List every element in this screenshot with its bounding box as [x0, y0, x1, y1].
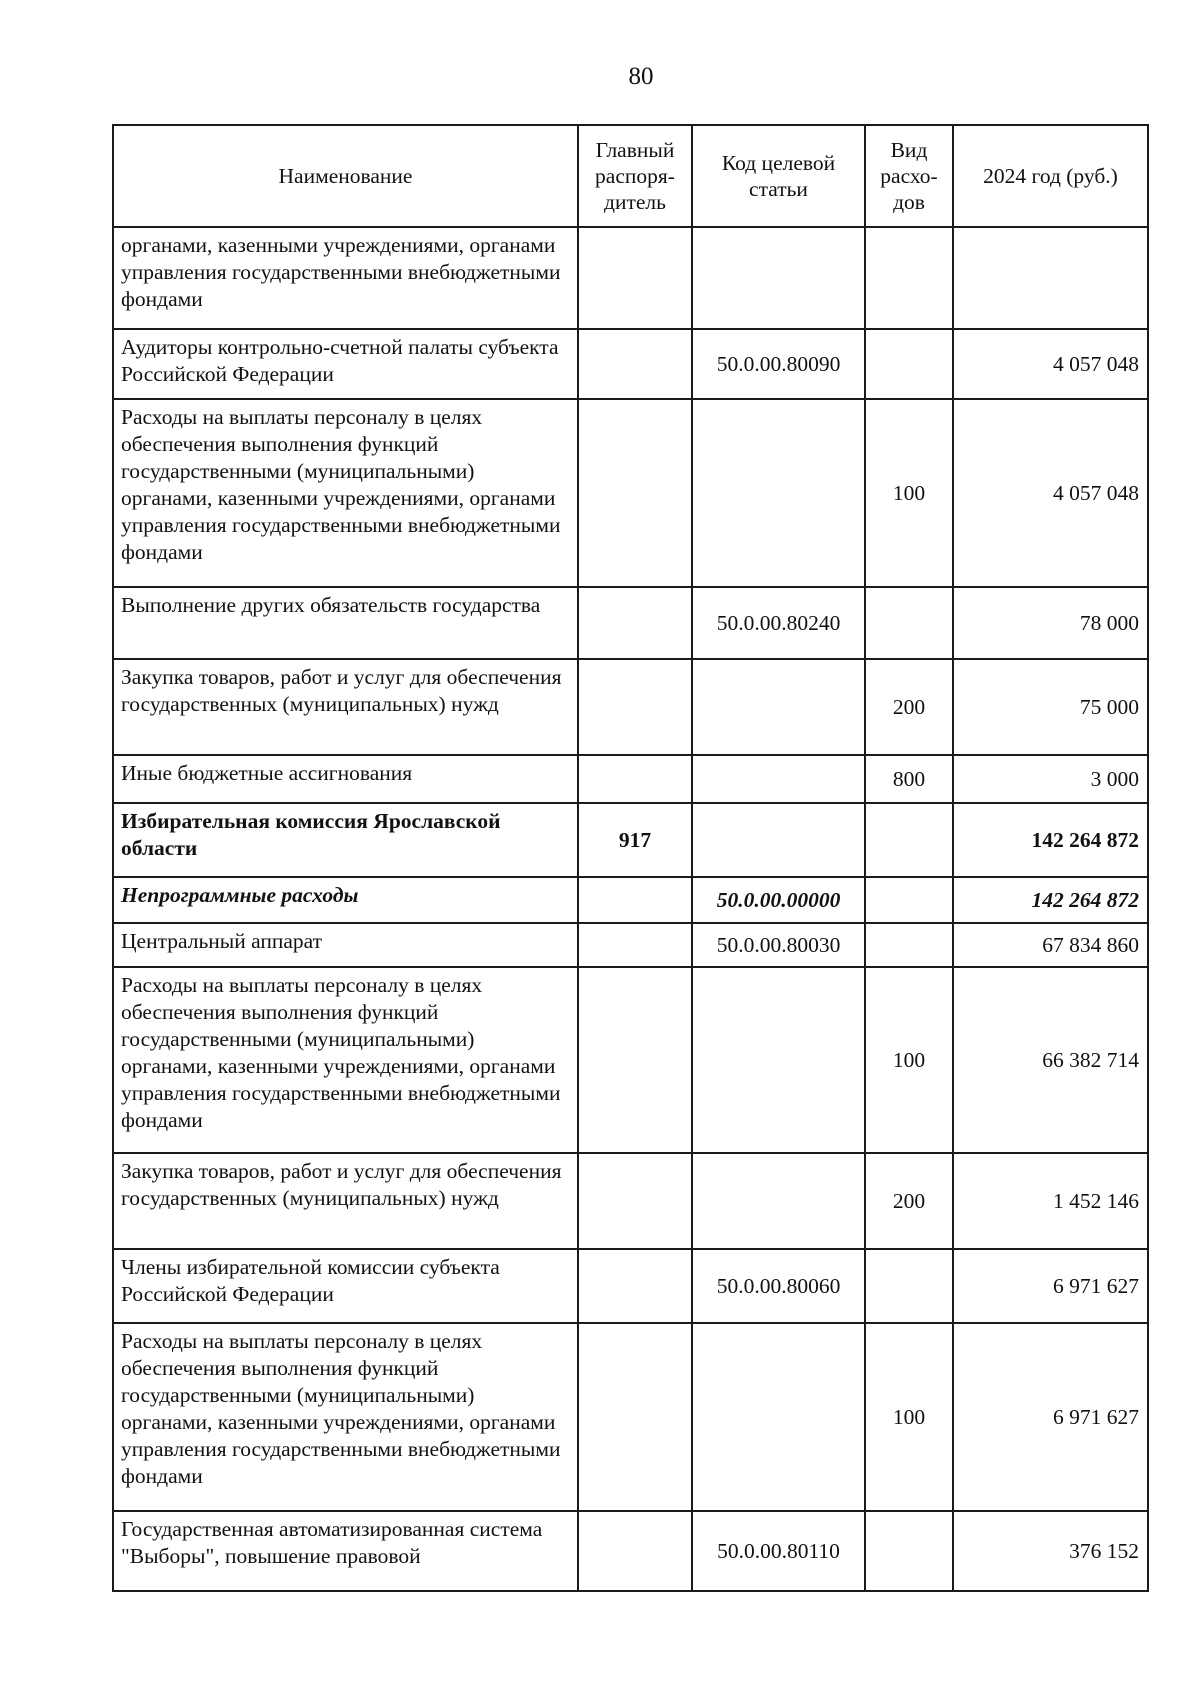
cell-amount: 75 000 — [953, 659, 1148, 755]
cell-code — [692, 755, 865, 803]
cell-name: Избирательная комиссия Ярославской области — [113, 803, 578, 877]
cell-admin — [578, 1249, 692, 1323]
cell-amount: 67 834 860 — [953, 923, 1148, 967]
cell-type — [865, 1511, 953, 1591]
cell-code — [692, 399, 865, 587]
cell-admin — [578, 659, 692, 755]
cell-code — [692, 967, 865, 1153]
cell-amount: 78 000 — [953, 587, 1148, 659]
cell-name: Иные бюджетные ассигнования — [113, 755, 578, 803]
cell-type: 100 — [865, 399, 953, 587]
cell-code — [692, 803, 865, 877]
cell-name: Центральный аппарат — [113, 923, 578, 967]
cell-amount: 6 971 627 — [953, 1323, 1148, 1511]
table-row — [113, 923, 1148, 967]
cell-admin — [578, 399, 692, 587]
cell-amount: 142 264 872 — [953, 877, 1148, 923]
cell-code: 50.0.00.80060 — [692, 1249, 865, 1323]
cell-type — [865, 1249, 953, 1323]
table-row — [113, 587, 1148, 659]
cell-name: Закупка товаров, работ и услуг для обеспечения государственных (муниципальных) нужд — [113, 659, 578, 755]
cell-name: Непрограммные расходы — [113, 877, 578, 923]
table-body — [113, 227, 1148, 1591]
cell-name: Закупка товаров, работ и услуг для обеспечения государственных (муниципальных) нужд — [113, 1153, 578, 1249]
table-row — [113, 1153, 1148, 1249]
cell-amount: 4 057 048 — [953, 399, 1148, 587]
cell-admin — [578, 923, 692, 967]
table-row — [113, 755, 1148, 803]
cell-amount — [953, 227, 1148, 329]
header-amount: 2024 год (руб.) — [953, 125, 1148, 227]
cell-type: 200 — [865, 659, 953, 755]
cell-admin — [578, 877, 692, 923]
cell-admin — [578, 755, 692, 803]
cell-code — [692, 227, 865, 329]
table-row — [113, 967, 1148, 1153]
table-row — [113, 227, 1148, 329]
cell-admin — [578, 329, 692, 399]
cell-type: 100 — [865, 967, 953, 1153]
cell-code: 50.0.00.80110 — [692, 1511, 865, 1591]
cell-admin — [578, 967, 692, 1153]
cell-code — [692, 1323, 865, 1511]
cell-type — [865, 877, 953, 923]
cell-name: Расходы на выплаты персоналу в целях обеспечения выполнения функций государственными (муниципальными) органами, казенными учреждениями, органами управления государственными внебюджетными фондами — [113, 1323, 578, 1511]
cell-name: Члены избирательной комиссии субъекта Российской Федерации — [113, 1249, 578, 1323]
cell-type: 100 — [865, 1323, 953, 1511]
cell-admin — [578, 587, 692, 659]
cell-code: 50.0.00.80240 — [692, 587, 865, 659]
cell-amount: 3 000 — [953, 755, 1148, 803]
header-name: Наименование — [113, 125, 578, 227]
budget-table — [112, 124, 1149, 1592]
header-code: Код целевой статьи — [692, 125, 865, 227]
cell-name: Аудиторы контрольно-счетной палаты субъекта Российской Федерации — [113, 329, 578, 399]
cell-code: 50.0.00.80030 — [692, 923, 865, 967]
cell-type — [865, 227, 953, 329]
cell-code: 50.0.00.80090 — [692, 329, 865, 399]
cell-code: 50.0.00.00000 — [692, 877, 865, 923]
cell-name: органами, казенными учреждениями, органами управления государственными внебюджетными фондами — [113, 227, 578, 329]
cell-admin — [578, 1511, 692, 1591]
cell-amount: 1 452 146 — [953, 1153, 1148, 1249]
cell-name: Расходы на выплаты персоналу в целях обеспечения выполнения функций государственными (муниципальными) органами, казенными учреждениями, органами управления государственными внебюджетными фондами — [113, 399, 578, 587]
header-type: Вид расхо-дов — [865, 125, 953, 227]
cell-amount: 66 382 714 — [953, 967, 1148, 1153]
header-admin: Главный распоря-дитель — [578, 125, 692, 227]
table-row — [113, 659, 1148, 755]
cell-type — [865, 329, 953, 399]
cell-admin — [578, 227, 692, 329]
table-row — [113, 877, 1148, 923]
table-row — [113, 803, 1148, 877]
cell-admin — [578, 1323, 692, 1511]
cell-code — [692, 659, 865, 755]
cell-type — [865, 587, 953, 659]
cell-type — [865, 923, 953, 967]
cell-name: Выполнение других обязательств государства — [113, 587, 578, 659]
cell-type — [865, 803, 953, 877]
cell-admin — [578, 1153, 692, 1249]
cell-name: Расходы на выплаты персоналу в целях обеспечения выполнения функций государственными (муниципальными) органами, казенными учреждениями, органами управления государственными внебюджетными фондами — [113, 967, 578, 1153]
cell-name: Государственная автоматизированная система "Выборы", повышение правовой — [113, 1511, 578, 1591]
header-row — [113, 125, 1148, 227]
table-row — [113, 329, 1148, 399]
cell-code — [692, 1153, 865, 1249]
cell-amount: 142 264 872 — [953, 803, 1148, 877]
cell-amount: 4 057 048 — [953, 329, 1148, 399]
table-row — [113, 1323, 1148, 1511]
table-row — [113, 1511, 1148, 1591]
cell-type: 200 — [865, 1153, 953, 1249]
page-number: 80 — [628, 63, 654, 90]
table-row — [113, 399, 1148, 587]
cell-type: 800 — [865, 755, 953, 803]
cell-amount: 6 971 627 — [953, 1249, 1148, 1323]
cell-amount: 376 152 — [953, 1511, 1148, 1591]
cell-admin: 917 — [578, 803, 692, 877]
table-header — [113, 125, 1148, 227]
table-row — [113, 1249, 1148, 1323]
